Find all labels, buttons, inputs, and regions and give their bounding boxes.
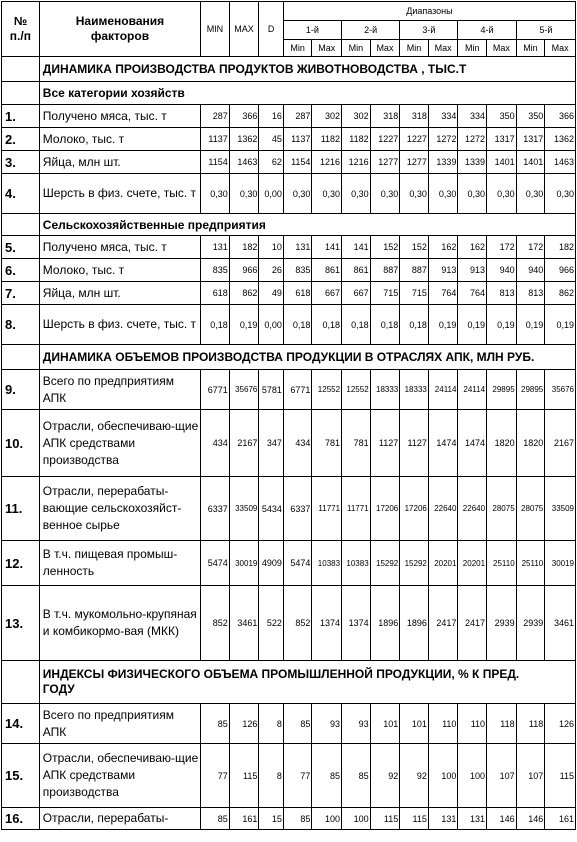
table-row (2, 282, 576, 305)
row-value-cell: 1374 (342, 586, 371, 661)
section-title: ДИНАМИКА ПРОИЗВОДСТВА ПРОДУКТОВ ЖИВОТНОВОДСТВА , ТЫС.Т (39, 57, 575, 82)
row-value-cell: 835 (283, 259, 312, 282)
row-value-cell: 1216 (342, 151, 371, 174)
row-value-cell: 85 (201, 808, 230, 830)
row-value-cell: 1127 (400, 410, 429, 477)
row-value-cell: 172 (487, 236, 517, 259)
row-factor-name: В т.ч. мукомольно-крупяная и комбикормо-вая (МКК) (39, 586, 200, 661)
row-value-cell: 887 (400, 259, 429, 282)
section-row (2, 57, 576, 82)
row-value-cell: 0,18 (400, 305, 429, 345)
table-row (2, 410, 576, 477)
row-value-cell: 85 (312, 744, 342, 808)
row-factor-name: Яйца, млн шт. (39, 282, 200, 305)
row-value-cell: 1339 (428, 151, 458, 174)
row-value-cell: 861 (342, 259, 371, 282)
row-value-cell: 2417 (428, 586, 458, 661)
row-factor-name: Шерсть в физ. счете, тыс. т (39, 174, 200, 214)
row-value-cell: 1137 (201, 128, 230, 151)
header-range-3: 3-й (400, 21, 458, 40)
row-value-cell: 1216 (312, 151, 342, 174)
row-value-cell: 3461 (229, 586, 259, 661)
row-number: 11. (2, 477, 40, 541)
row-value-cell: 146 (487, 808, 517, 830)
section-blank-cell (2, 661, 40, 704)
row-value-cell: 152 (370, 236, 400, 259)
row-value-cell: 22640 (428, 477, 458, 541)
row-factor-name: Яйца, млн шт. (39, 151, 200, 174)
row-value-cell: 0,18 (370, 305, 400, 345)
row-value-cell: 940 (487, 259, 517, 282)
row-value-cell: 131 (428, 808, 458, 830)
row-value-cell: 85 (342, 744, 371, 808)
row-value-cell: 115 (545, 744, 576, 808)
row-value-cell: 1820 (516, 410, 545, 477)
row-factor-name: Получено мяса, тыс. т (39, 236, 200, 259)
header-min: MIN (201, 2, 230, 57)
row-value-cell: 85 (283, 704, 312, 744)
row-value-cell: 20201 (458, 541, 487, 586)
header-range-4-min: Min (458, 40, 487, 57)
row-value-cell: 1820 (487, 410, 517, 477)
row-value-cell: 141 (312, 236, 342, 259)
row-value-cell: 0,30 (283, 174, 312, 214)
row-value-cell: 45 (259, 128, 284, 151)
header-ranges-title: Диапазоны (283, 2, 575, 21)
section-title: Все категории хозяйств (39, 82, 575, 105)
row-value-cell: 26 (259, 259, 284, 282)
row-value-cell: 0,19 (487, 305, 517, 345)
table-row (2, 541, 576, 586)
row-value-cell: 1474 (428, 410, 458, 477)
row-value-cell: 182 (545, 236, 576, 259)
header-range-3-max: Max (428, 40, 458, 57)
header-range-5: 5-й (516, 21, 575, 40)
row-value-cell: 1339 (458, 151, 487, 174)
row-value-cell: 618 (201, 282, 230, 305)
row-value-cell: 172 (516, 236, 545, 259)
row-value-cell: 0,30 (428, 174, 458, 214)
row-value-cell: 15 (259, 808, 284, 830)
row-value-cell: 6771 (201, 370, 230, 410)
header-range-5-max: Max (545, 40, 576, 57)
row-value-cell: 913 (458, 259, 487, 282)
row-value-cell: 33509 (229, 477, 259, 541)
row-value-cell: 101 (400, 704, 429, 744)
row-value-cell: 1896 (400, 586, 429, 661)
row-value-cell: 1317 (487, 128, 517, 151)
row-value-cell: 1277 (400, 151, 429, 174)
row-value-cell: 15292 (400, 541, 429, 586)
row-value-cell: 1154 (201, 151, 230, 174)
section-blank-cell (2, 214, 40, 236)
header-range-2-max: Max (370, 40, 400, 57)
row-value-cell: 29895 (516, 370, 545, 410)
row-value-cell: 25110 (516, 541, 545, 586)
section-blank-cell (2, 82, 40, 105)
row-value-cell: 2939 (487, 586, 517, 661)
row-value-cell: 1362 (545, 128, 576, 151)
row-value-cell: 862 (229, 282, 259, 305)
row-factor-name: Отрасли, обеспечиваю-щие АПК средствами производства (39, 410, 200, 477)
row-value-cell: 11771 (342, 477, 371, 541)
row-value-cell: 1182 (312, 128, 342, 151)
row-value-cell: 2939 (516, 586, 545, 661)
row-value-cell: 318 (400, 105, 429, 128)
row-number: 13. (2, 586, 40, 661)
row-value-cell: 887 (370, 259, 400, 282)
row-number: 2. (2, 128, 40, 151)
row-number: 15. (2, 744, 40, 808)
row-value-cell: 302 (312, 105, 342, 128)
row-value-cell: 182 (229, 236, 259, 259)
row-value-cell: 287 (201, 105, 230, 128)
row-value-cell: 100 (312, 808, 342, 830)
row-number: 6. (2, 259, 40, 282)
row-value-cell: 17206 (370, 477, 400, 541)
row-value-cell: 152 (400, 236, 429, 259)
row-number: 1. (2, 105, 40, 128)
row-value-cell: 0,18 (312, 305, 342, 345)
row-value-cell: 100 (428, 744, 458, 808)
row-value-cell: 835 (201, 259, 230, 282)
row-value-cell: 0,00 (259, 174, 284, 214)
section-title: ДИНАМИКА ОБЪЕМОВ ПРОИЗВОДСТВА ПРОДУКЦИИ В ОТРАСЛЯХ АПК, МЛН РУБ. (39, 345, 575, 370)
row-value-cell: 12552 (312, 370, 342, 410)
row-factor-name: Всего по предприятиям АПК (39, 704, 200, 744)
row-value-cell: 1401 (487, 151, 517, 174)
row-value-cell: 2417 (458, 586, 487, 661)
row-value-cell: 49 (259, 282, 284, 305)
row-value-cell: 0,30 (370, 174, 400, 214)
row-value-cell: 0,19 (428, 305, 458, 345)
row-value-cell: 940 (516, 259, 545, 282)
row-value-cell: 852 (283, 586, 312, 661)
row-value-cell: 5434 (259, 477, 284, 541)
row-value-cell: 62 (259, 151, 284, 174)
row-value-cell: 852 (201, 586, 230, 661)
row-value-cell: 16 (259, 105, 284, 128)
row-value-cell: 77 (283, 744, 312, 808)
row-value-cell: 1362 (229, 128, 259, 151)
section-row (2, 661, 576, 704)
row-value-cell: 3461 (545, 586, 576, 661)
row-value-cell: 110 (458, 704, 487, 744)
row-value-cell: 110 (428, 704, 458, 744)
row-value-cell: 4909 (259, 541, 284, 586)
row-value-cell: 1896 (370, 586, 400, 661)
row-value-cell: 5474 (201, 541, 230, 586)
header-range-3-min: Min (400, 40, 429, 57)
row-value-cell: 28075 (487, 477, 517, 541)
row-value-cell: 1317 (516, 128, 545, 151)
row-value-cell: 77 (201, 744, 230, 808)
header-range-2: 2-й (342, 21, 400, 40)
row-value-cell: 93 (312, 704, 342, 744)
factors-table (1, 1, 576, 830)
row-value-cell: 12552 (342, 370, 371, 410)
table-row (2, 808, 576, 830)
row-value-cell: 92 (400, 744, 429, 808)
row-value-cell: 1401 (516, 151, 545, 174)
row-value-cell: 5474 (283, 541, 312, 586)
row-value-cell: 161 (545, 808, 576, 830)
row-value-cell: 0,30 (400, 174, 429, 214)
row-value-cell: 115 (370, 808, 400, 830)
row-value-cell: 287 (283, 105, 312, 128)
row-value-cell: 781 (342, 410, 371, 477)
row-value-cell: 162 (428, 236, 458, 259)
row-factor-name: Отрасли, перерабаты- (39, 808, 200, 830)
row-value-cell: 862 (545, 282, 576, 305)
row-value-cell: 10 (259, 236, 284, 259)
section-title: ИНДЕКСЫ ФИЗИЧЕСКОГО ОБЪЕМА ПРОМЫШЛЕННОЙ ПРОДУКЦИИ, % К ПРЕД. ГОДУ (39, 661, 575, 704)
row-number: 3. (2, 151, 40, 174)
row-value-cell: 434 (283, 410, 312, 477)
row-value-cell: 350 (516, 105, 545, 128)
table-row (2, 236, 576, 259)
row-factor-name: В т.ч. пищевая промыш-ленность (39, 541, 200, 586)
row-value-cell: 6337 (283, 477, 312, 541)
row-value-cell: 2167 (545, 410, 576, 477)
row-value-cell: 913 (428, 259, 458, 282)
header-range-1-max: Max (312, 40, 342, 57)
row-value-cell: 141 (342, 236, 371, 259)
row-value-cell: 0,18 (342, 305, 371, 345)
row-value-cell: 15292 (370, 541, 400, 586)
row-value-cell: 1463 (545, 151, 576, 174)
row-value-cell: 5781 (259, 370, 284, 410)
row-value-cell: 715 (370, 282, 400, 305)
row-value-cell: 131 (201, 236, 230, 259)
row-value-cell: 302 (342, 105, 371, 128)
row-factor-name: Всего по предприятиям АПК (39, 370, 200, 410)
row-number: 16. (2, 808, 40, 830)
header-range-5-min: Min (516, 40, 545, 57)
row-value-cell: 0,18 (201, 305, 230, 345)
row-value-cell: 0,30 (229, 174, 259, 214)
row-value-cell: 0,19 (458, 305, 487, 345)
row-value-cell: 6337 (201, 477, 230, 541)
section-blank-cell (2, 345, 40, 370)
row-value-cell: 107 (487, 744, 517, 808)
row-factor-name: Молоко, тыс. т (39, 259, 200, 282)
row-factor-name: Молоко, тыс. т (39, 128, 200, 151)
row-value-cell: 0,30 (312, 174, 342, 214)
row-value-cell: 764 (428, 282, 458, 305)
row-value-cell: 100 (458, 744, 487, 808)
row-value-cell: 30019 (229, 541, 259, 586)
row-factor-name: Отрасли, перерабаты-вающие сельскохозяйст-венное сырье (39, 477, 200, 541)
row-value-cell: 366 (545, 105, 576, 128)
row-value-cell: 115 (229, 744, 259, 808)
row-value-cell: 30019 (545, 541, 576, 586)
row-number: 4. (2, 174, 40, 214)
header-range-1-min: Min (283, 40, 312, 57)
row-value-cell: 0,00 (259, 305, 284, 345)
row-value-cell: 1137 (283, 128, 312, 151)
row-value-cell: 1227 (400, 128, 429, 151)
row-value-cell: 6771 (283, 370, 312, 410)
row-value-cell: 813 (487, 282, 517, 305)
row-value-cell: 17206 (400, 477, 429, 541)
row-number: 5. (2, 236, 40, 259)
table-row (2, 704, 576, 744)
row-value-cell: 126 (229, 704, 259, 744)
row-value-cell: 22640 (458, 477, 487, 541)
row-number: 9. (2, 370, 40, 410)
table-row (2, 174, 576, 214)
row-value-cell: 813 (516, 282, 545, 305)
row-value-cell: 35676 (545, 370, 576, 410)
row-value-cell: 764 (458, 282, 487, 305)
row-value-cell: 126 (545, 704, 576, 744)
row-value-cell: 1474 (458, 410, 487, 477)
row-value-cell: 2167 (229, 410, 259, 477)
row-value-cell: 0,30 (487, 174, 517, 214)
row-value-cell: 93 (342, 704, 371, 744)
row-value-cell: 1182 (342, 128, 371, 151)
row-value-cell: 29895 (487, 370, 517, 410)
row-value-cell: 0,19 (516, 305, 545, 345)
row-value-cell: 115 (400, 808, 429, 830)
row-value-cell: 1272 (428, 128, 458, 151)
row-value-cell: 1463 (229, 151, 259, 174)
table-row (2, 586, 576, 661)
section-row (2, 82, 576, 105)
section-blank-cell (2, 57, 40, 82)
row-value-cell: 715 (400, 282, 429, 305)
row-value-cell: 334 (428, 105, 458, 128)
row-value-cell: 1374 (312, 586, 342, 661)
row-value-cell: 0,30 (516, 174, 545, 214)
row-value-cell: 25110 (487, 541, 517, 586)
row-value-cell: 347 (259, 410, 284, 477)
row-value-cell: 1154 (283, 151, 312, 174)
row-value-cell: 24114 (458, 370, 487, 410)
row-value-cell: 131 (283, 236, 312, 259)
row-number: 14. (2, 704, 40, 744)
header-max: MAX (229, 2, 259, 57)
row-value-cell: 118 (516, 704, 545, 744)
row-value-cell: 0,30 (201, 174, 230, 214)
row-value-cell: 35676 (229, 370, 259, 410)
header-num: № п./п (2, 2, 40, 57)
row-value-cell: 8 (259, 704, 284, 744)
row-value-cell: 92 (370, 744, 400, 808)
row-value-cell: 861 (312, 259, 342, 282)
header-range-4-max: Max (487, 40, 517, 57)
row-value-cell: 434 (201, 410, 230, 477)
row-value-cell: 28075 (516, 477, 545, 541)
row-value-cell: 366 (229, 105, 259, 128)
section-row (2, 214, 576, 236)
table-row (2, 744, 576, 808)
row-value-cell: 618 (283, 282, 312, 305)
row-value-cell: 100 (342, 808, 371, 830)
row-value-cell: 0,30 (545, 174, 576, 214)
row-value-cell: 966 (229, 259, 259, 282)
row-value-cell: 0,19 (545, 305, 576, 345)
row-value-cell: 334 (458, 105, 487, 128)
row-number: 7. (2, 282, 40, 305)
row-value-cell: 118 (487, 704, 517, 744)
table-row (2, 305, 576, 345)
header-range-1: 1-й (283, 21, 341, 40)
row-value-cell: 11771 (312, 477, 342, 541)
row-value-cell: 1277 (370, 151, 400, 174)
header-factors: Наименования факторов (39, 2, 200, 57)
row-number: 12. (2, 541, 40, 586)
row-number: 10. (2, 410, 40, 477)
header-d: D (259, 2, 284, 57)
row-value-cell: 101 (370, 704, 400, 744)
row-value-cell: 667 (342, 282, 371, 305)
row-factor-name: Получено мяса, тыс. т (39, 105, 200, 128)
row-value-cell: 18333 (370, 370, 400, 410)
row-factor-name: Отрасли, обеспечиваю-щие АПК средствами производства (39, 744, 200, 808)
table-row (2, 105, 576, 128)
row-value-cell: 318 (370, 105, 400, 128)
row-value-cell: 0,30 (458, 174, 487, 214)
row-value-cell: 0,19 (229, 305, 259, 345)
row-value-cell: 781 (312, 410, 342, 477)
row-value-cell: 146 (516, 808, 545, 830)
row-value-cell: 162 (458, 236, 487, 259)
row-value-cell: 8 (259, 744, 284, 808)
row-value-cell: 10383 (312, 541, 342, 586)
row-value-cell: 667 (312, 282, 342, 305)
table-row (2, 151, 576, 174)
row-value-cell: 1227 (370, 128, 400, 151)
row-value-cell: 966 (545, 259, 576, 282)
table-row (2, 128, 576, 151)
row-value-cell: 350 (487, 105, 517, 128)
row-value-cell: 20201 (428, 541, 458, 586)
row-number: 8. (2, 305, 40, 345)
table-row (2, 259, 576, 282)
row-value-cell: 85 (201, 704, 230, 744)
row-value-cell: 18333 (400, 370, 429, 410)
section-title: Сельскохозяйственные предприятия (39, 214, 575, 236)
row-value-cell: 107 (516, 744, 545, 808)
table-row (2, 477, 576, 541)
row-value-cell: 522 (259, 586, 284, 661)
row-value-cell: 24114 (428, 370, 458, 410)
row-value-cell: 33509 (545, 477, 576, 541)
row-value-cell: 131 (458, 808, 487, 830)
row-value-cell: 1272 (458, 128, 487, 151)
row-value-cell: 10383 (342, 541, 371, 586)
row-value-cell: 85 (283, 808, 312, 830)
row-value-cell: 161 (229, 808, 259, 830)
table-row (2, 370, 576, 410)
row-factor-name: Шерсть в физ. счете, тыс. т (39, 305, 200, 345)
row-value-cell: 0,18 (283, 305, 312, 345)
row-value-cell: 1127 (370, 410, 400, 477)
header-range-4: 4-й (458, 21, 516, 40)
section-row (2, 345, 576, 370)
row-value-cell: 0,30 (342, 174, 371, 214)
header-range-2-min: Min (342, 40, 371, 57)
